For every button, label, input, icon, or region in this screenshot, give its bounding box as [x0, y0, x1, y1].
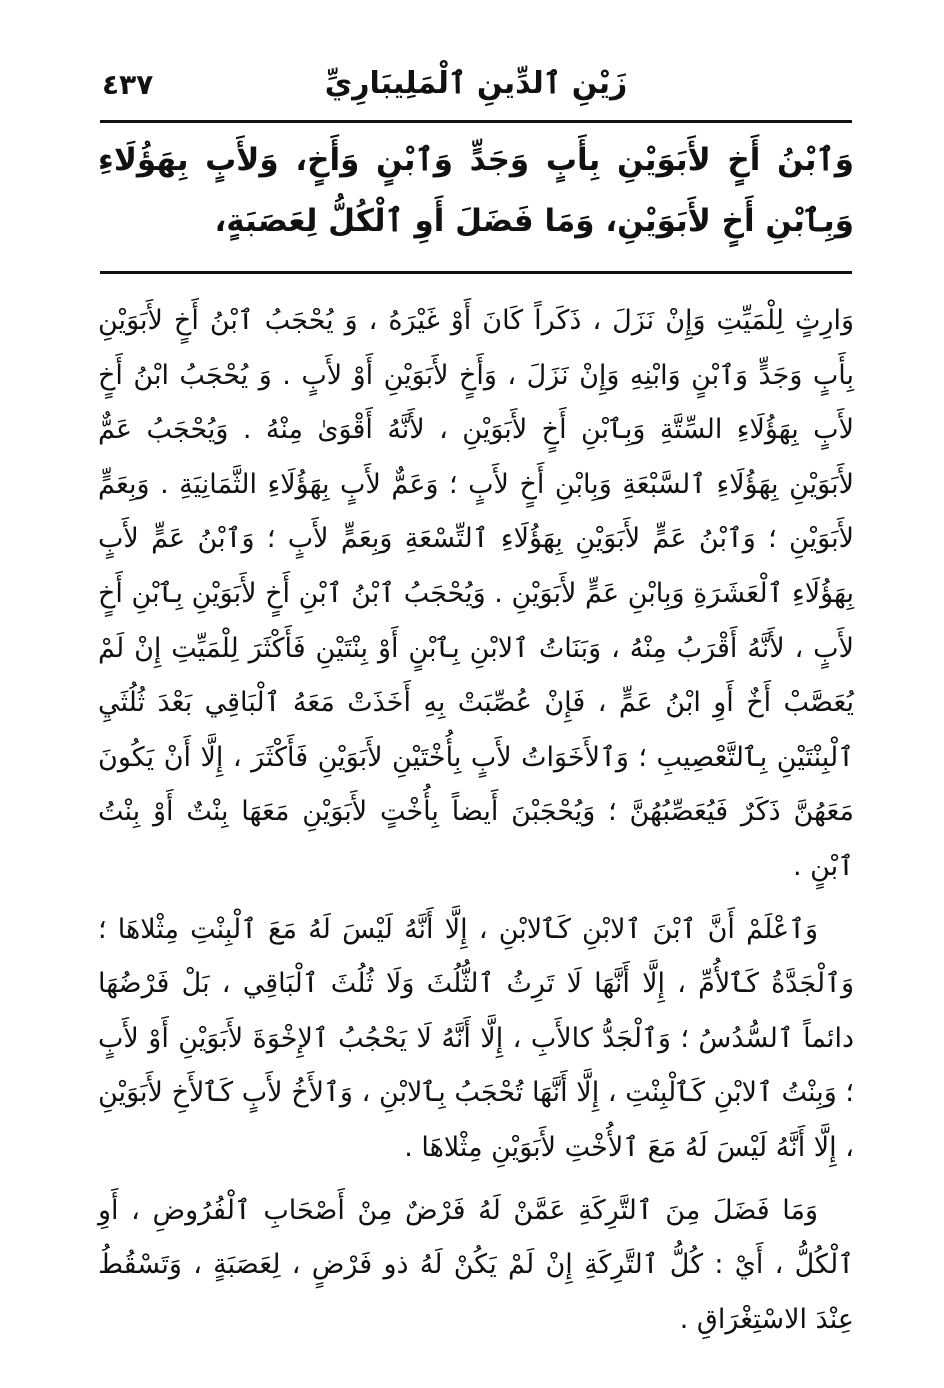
- matn-divider: [100, 271, 852, 274]
- header-divider: [100, 120, 852, 123]
- commentary-paragraph: وَمَا فَضَلَ مِنَ ٱلتَّرِكَةِ عَمَّنْ لَهُ فَرْضٌ مِنْ أَصْحَابِ ٱلْفُرُوضِ ، أَوِ ٱلْكُلُّ ، أَيْ : كُلُّ ٱلتَّرِكَةِ إِنْ لَمْ يَكُنْ لَهُ ذو فَرْضٍ ، لِعَصَبَةٍ ، وَتَسْقُطُ عِنْدَ الاسْتِغْرَاقِ .: [98, 1194, 854, 1335]
- commentary-paragraph: وَٱعْلَمْ أَنَّ ٱبْنَ ٱلابْنِ كَٱلابْنِ ، إِلَّا أَنَّهُ لَيْسَ لَهُ مَعَ ٱلْبِنْتِ مِثْلاهَا ؛ وَٱلْجَدَّةُ كَٱلأُمِّ ، إِلَّا أَنَّهَا لَا تَرِثُ ٱلثُّلُثَ وَلَا ثُلُثَ ٱلْبَاقِي ، بَلْ فَرْضُهَا دائماً ٱلسُّدُسُ ؛ وَٱلْجَدُّ كالأَبِ ، إِلَّا أَنَّهُ لَا يَحْجُبُ ٱلإِخْوَةَ لأَبَوَيْنِ أَوْ لأَبٍ ؛ وَبِنْتُ ٱلابْنِ كَٱلْبِنْتِ ، إِلَّا أَنَّهَا تُحْجَبُ بِٱلابْنِ ، وَٱلأَخُ لأَبٍ كَٱلأَخِ لأَبَوَيْنِ ، إِلَّا أَنَّهُ لَيْسَ لَهُ مَعَ ٱلأُخْتِ لأَبَوَيْنِ مِثْلاهَا .: [98, 913, 854, 1163]
- page-number: ٤٣٧: [102, 68, 154, 101]
- matn-text: وَٱبْنُ أَخٍ لأَبَوَيْنِ بِأَبٍ وَجَدٍّ وَٱبْنٍ وَأَخٍ، وَلأَبٍ بِهَؤُلَاءِ وَبِٱبْنِ أَخٍ لأَبَوَيْنِ، وَمَا فَضَلَ أَوِ ٱلْكُلُّ لِعَصَبَةٍ،: [98, 142, 854, 239]
- commentary: [98, 294, 854, 1347]
- page-header: [100, 60, 852, 110]
- commentary-paragraph: وَارِثٍ لِلْمَيِّتِ وَإِنْ نَزَلَ ، ذَكَراً كَانَ أَوْ غَيْرَهُ ، وَ يُحْجَبُ ٱبْنُ أَخٍ لأَبَوَيْنِ بِأَبٍ وَجَدٍّ وَٱبْنٍ وَابْنِهِ وَإِنْ نَزَلَ ، وَأَخٍ لأَبَوَيْنِ أَوْ لأَبٍ . وَ يُحْجَبُ ابْنُ أَخٍ لأَبٍ بِهَؤُلَاءِ السِّتَّةِ وَبِٱبْنِ أَخٍ لأَبَوَيْنِ ، لأَنَّهُ أَقْوَىٰ مِنْهُ . وَيُحْجَبُ عَمٌّ لأَبَوَيْنِ بِهَؤُلَاءِ ٱلسَّبْعَةِ وَبِابْنِ أَخٍ لأَبٍ ؛ وَعَمٌّ لأَبٍ بِهَؤُلَاءِ الثَّمَانِيَةِ . وَبِعَمٍّ لأَبَوَيْنِ ؛ وَٱبْنُ عَمٍّ لأَبَوَيْنِ بِهَؤُلَاءِ ٱلتِّسْعَةِ وَبِعَمٍّ لأَبٍ ؛ وَٱبْنُ عَمٍّ لأَبٍ بِهَؤُلَاءِ ٱلْعَشَرَةِ وَبِابْنِ عَمٍّ لأَبَوَيْنِ . وَيُحْجَبُ ٱبْنُ ٱبْنِ أَخٍ لأَبَوَيْنِ بِٱبْنِ أَخٍ لأَبٍ ، لأَنَّهُ أَقْرَبُ مِنْهُ ، وَبَنَاتُ ٱلابْنِ بِٱبْنٍ أَوْ بِنْتَيْنِ فَأَكْثَرَ لِلْمَيِّتِ إِنْ لَمْ يُعَصَّبْ أَخٌ أَوِ ابْنُ عَمٍّ ، فَإِنْ عُصِّبَتْ بِهِ أَخَذَتْ مَعَهُ ٱلْبَاقِي بَعْدَ ثُلُثَيِ ٱلْبِنْتَيْنِ بِٱلتَّعْصِيبِ ؛ وَٱلأَخَوَاتُ لأَبٍ بِأُخْتَيْنِ لأَبَوَيْنِ فَأَكْثَرَ ، إِلَّا أَنْ يَكُونَ مَعَهُنَّ ذَكَرٌ فَيُعَصِّبُهُنَّ ؛ وَيُحْجَبْنَ أَيضاً بِأُخْتٍ لأَبَوَيْنِ مَعَهَا بِنْتٌ أَوْ بِنْتُ ٱبْنٍ .: [98, 305, 854, 882]
- running-title: زَيْنِ ٱلدِّينِ ٱلْمَلِيبَارِيِّ: [324, 66, 628, 101]
